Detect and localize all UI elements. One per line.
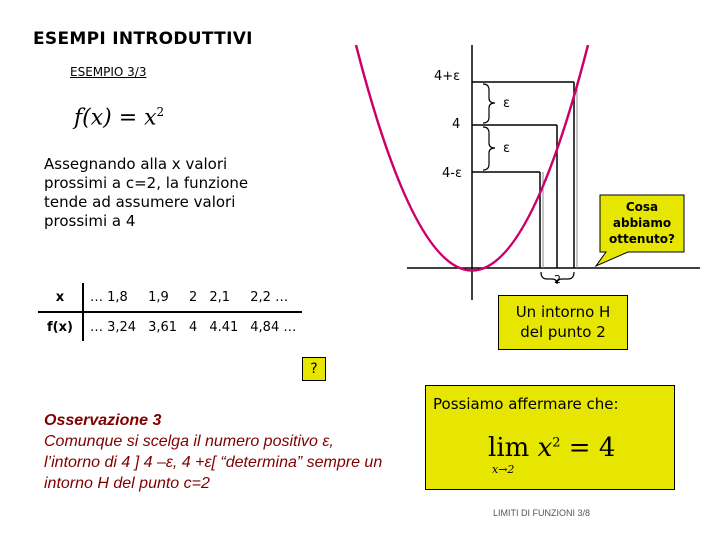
footer-text: LIMITI DI FUNZIONI 3/8	[493, 508, 591, 518]
label-4-minus-eps: 4-ε	[442, 166, 462, 181]
table-cell: 3,61	[148, 319, 178, 335]
question-mark-box: ?	[302, 357, 326, 381]
limit-lim: lim	[488, 433, 530, 463]
table-cell: 2	[183, 283, 203, 312]
limit-exp: 2	[552, 435, 561, 451]
table-cell: … 3,24	[90, 319, 137, 335]
observation-text: Comunque si scelga il numero positivo ε, l’intorno di 4 ] 4 –ε, 4 +ε[ “determina” sempre un intorno H del punto c=2	[44, 433, 383, 492]
table-cell: 2,1	[203, 283, 244, 312]
label-x-2: 2	[554, 273, 561, 286]
limit-formula	[488, 433, 616, 476]
table-cell: 2,2 …	[244, 283, 302, 312]
intorno-line2: del punto 2	[520, 323, 606, 341]
brace-lower	[483, 127, 495, 170]
limit-subscript: x→2	[492, 463, 515, 476]
table-header-fx: f(x)	[38, 312, 83, 341]
intorno-box	[498, 295, 628, 350]
table-cell: … 1,8	[83, 283, 142, 312]
table-cell: 1,9	[142, 283, 183, 312]
table-header-x: x	[38, 283, 83, 312]
label-4: 4	[452, 117, 461, 132]
conclusion-text: Possiamo affermare che:	[433, 395, 619, 413]
limit-expr: x	[537, 433, 553, 463]
intorno-line1: Un intorno H	[515, 303, 611, 321]
page-title: ESEMPI INTRODUTTIVI	[33, 29, 253, 49]
callout-line2: abbiamo	[612, 216, 672, 230]
label-eps-lower: ε	[503, 141, 511, 156]
callout-line1: Cosa	[625, 200, 659, 214]
label-4-plus-eps: 4+ε	[434, 69, 461, 84]
callout-line3: ottenuto?	[609, 232, 675, 246]
table-cell: 4.41	[209, 319, 239, 335]
table-cell: 4,84 …	[250, 319, 297, 335]
description-text: Assegnando alla x valori prossimi a c=2, la funzione tende ad assumere valori prossimi a 4	[44, 155, 249, 230]
limit-eq: = 4	[560, 433, 616, 463]
example-subtitle: ESEMPIO 3/3	[70, 65, 147, 79]
label-eps-upper: ε	[503, 96, 511, 111]
formula-exponent: 2	[156, 105, 165, 119]
observation-title: Osservazione 3	[44, 412, 162, 429]
table-cell: 4	[189, 319, 198, 335]
brace-upper	[483, 84, 495, 123]
formula-lhs: f(x) = x	[74, 105, 157, 131]
